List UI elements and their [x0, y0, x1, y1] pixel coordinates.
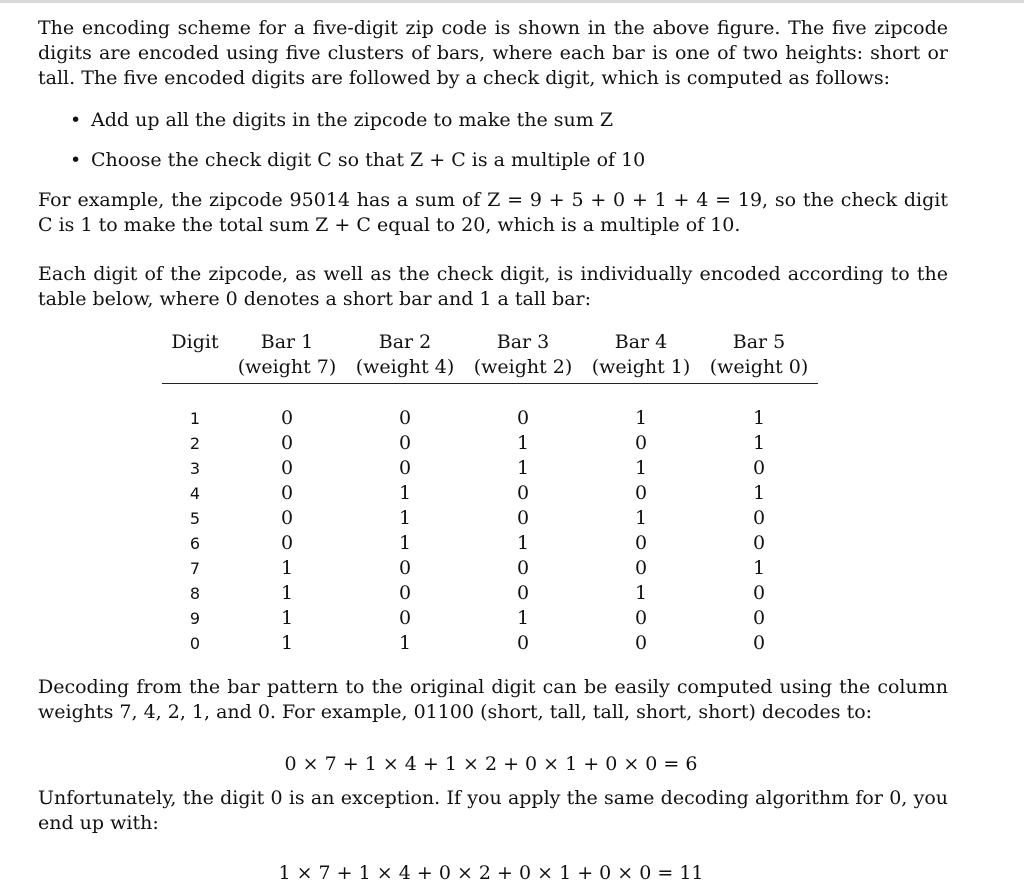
digit-cell: 3: [189, 459, 201, 478]
bar-cell: 1: [398, 507, 412, 529]
bar-cell: 0: [398, 607, 412, 629]
encoding-table: [162, 330, 818, 656]
bullet-icon: •: [70, 109, 82, 131]
bar-cell: 1: [398, 532, 412, 554]
exception-paragraph: Unfortunately, the digit 0 is an exception. If you apply the same decoding algorithm for 0, you end up with:: [38, 787, 948, 834]
bar-cell: 0: [516, 507, 530, 529]
bar-cell: 1: [634, 582, 648, 604]
table-row: [162, 581, 818, 606]
bar-cell: 0: [634, 482, 648, 504]
digit-cell: 7: [189, 559, 201, 578]
bar-cell: 0: [752, 607, 766, 629]
bar-cell: 1: [516, 457, 530, 479]
bar-cell: 0: [516, 407, 530, 429]
table-row: [162, 556, 818, 581]
exception-equation: 1 × 7 + 1 × 4 + 0 × 2 + 0 × 1 + 0 × 0 = 11: [278, 862, 704, 884]
list-item: [38, 108, 948, 133]
digit-cell: 9: [189, 609, 201, 628]
decoding-paragraph: Decoding from the bar pattern to the original digit can be easily computed using the column weights 7, 4, 2, 1, and 0. For example, 01100 (short, tall, tall, short, short) decodes to:: [38, 676, 948, 723]
list-item: [38, 148, 948, 173]
check-digit-steps: [38, 108, 948, 173]
bar-cell: 0: [752, 507, 766, 529]
bar-cell: 1: [398, 632, 412, 654]
bar-cell: 0: [280, 532, 294, 554]
bar-cell: 0: [752, 532, 766, 554]
bar-cell: 1: [280, 557, 294, 579]
bar-cell: 1: [752, 557, 766, 579]
column-header: Bar 1: [260, 331, 314, 353]
decoding-equation: 0 × 7 + 1 × 4 + 1 × 2 + 0 × 1 + 0 × 0 = 6: [284, 753, 698, 775]
bar-cell: 0: [280, 407, 294, 429]
digit-cell: 5: [189, 509, 201, 528]
table-row: [162, 481, 818, 506]
column-header: Bar 2: [378, 331, 432, 353]
bar-cell: 0: [634, 632, 648, 654]
encoding-table-wrapper: [162, 330, 818, 656]
column-subheader: (weight 7): [228, 355, 346, 384]
bar-cell: 1: [752, 407, 766, 429]
bullet-text: Add up all the digits in the zipcode to make the sum Z: [91, 109, 614, 131]
bar-cell: 1: [280, 607, 294, 629]
digit-cell: 0: [189, 634, 201, 653]
bar-cell: 1: [516, 607, 530, 629]
column-subheader: (weight 4): [346, 355, 464, 384]
bar-cell: 0: [516, 632, 530, 654]
column-header: Bar 3: [496, 331, 550, 353]
column-subheader: (weight 1): [582, 355, 700, 384]
column-header: Bar 4: [614, 331, 668, 353]
bar-cell: 0: [280, 432, 294, 454]
bar-cell: 1: [634, 457, 648, 479]
bar-cell: 0: [634, 557, 648, 579]
bar-cell: 0: [280, 507, 294, 529]
top-divider: [0, 0, 1024, 3]
bar-cell: 0: [398, 432, 412, 454]
bar-cell: 0: [752, 457, 766, 479]
bar-cell: 0: [398, 407, 412, 429]
bar-cell: 0: [516, 557, 530, 579]
bullet-text: Choose the check digit C so that Z + C is a multiple of 10: [91, 149, 646, 171]
column-header: Digit: [171, 331, 219, 353]
bar-cell: 1: [752, 482, 766, 504]
bar-cell: 0: [280, 482, 294, 504]
digit-cell: 6: [189, 534, 201, 553]
bar-cell: 0: [634, 607, 648, 629]
table-row: [162, 456, 818, 481]
bar-cell: 1: [280, 632, 294, 654]
bar-cell: 1: [280, 582, 294, 604]
digit-cell: 8: [189, 584, 201, 603]
intro-paragraph: The encoding scheme for a five-digit zip code is shown in the above figure. The five zipcode digits are encoded using five clusters of bars, where each bar is one of two heights: short or tall. The five encoded digits are followed by a check digit, which is computed as follows:: [38, 17, 948, 89]
column-subheader: (weight 2): [464, 355, 582, 384]
column-subheader: [162, 355, 228, 384]
table-row: [162, 406, 818, 431]
table-row: [162, 431, 818, 456]
bar-cell: 1: [398, 482, 412, 504]
table-intro-paragraph: Each digit of the zipcode, as well as the check digit, is individually encoded according to the table below, where 0 denotes a short bar and 1 a tall bar:: [38, 263, 948, 310]
table-row: [162, 631, 818, 656]
column-subheader: (weight 0): [700, 355, 818, 384]
bar-cell: 1: [516, 432, 530, 454]
bar-cell: 0: [398, 557, 412, 579]
bar-cell: 1: [634, 407, 648, 429]
bar-cell: 1: [634, 507, 648, 529]
bar-cell: 0: [516, 482, 530, 504]
example-paragraph: For example, the zipcode 95014 has a sum of Z = 9 + 5 + 0 + 1 + 4 = 19, so the check digit C is 1 to make the total sum Z + C equal to 20, which is a multiple of 10.: [38, 189, 948, 236]
bar-cell: 0: [398, 457, 412, 479]
digit-cell: 2: [189, 434, 201, 453]
bar-cell: 0: [634, 432, 648, 454]
digit-cell: 4: [189, 484, 201, 503]
bar-cell: 0: [752, 582, 766, 604]
bar-cell: 0: [280, 457, 294, 479]
bar-cell: 0: [752, 632, 766, 654]
table-row: [162, 606, 818, 631]
bar-cell: 1: [752, 432, 766, 454]
table-body: [162, 384, 818, 657]
bar-cell: 1: [516, 532, 530, 554]
bar-cell: 0: [516, 582, 530, 604]
bar-cell: 0: [634, 532, 648, 554]
bar-cell: 0: [398, 582, 412, 604]
table-row: [162, 506, 818, 531]
document-body: [38, 16, 948, 312]
column-header: Bar 5: [732, 331, 786, 353]
bullet-icon: •: [70, 149, 82, 171]
table-row: [162, 531, 818, 556]
digit-cell: 1: [189, 409, 201, 428]
